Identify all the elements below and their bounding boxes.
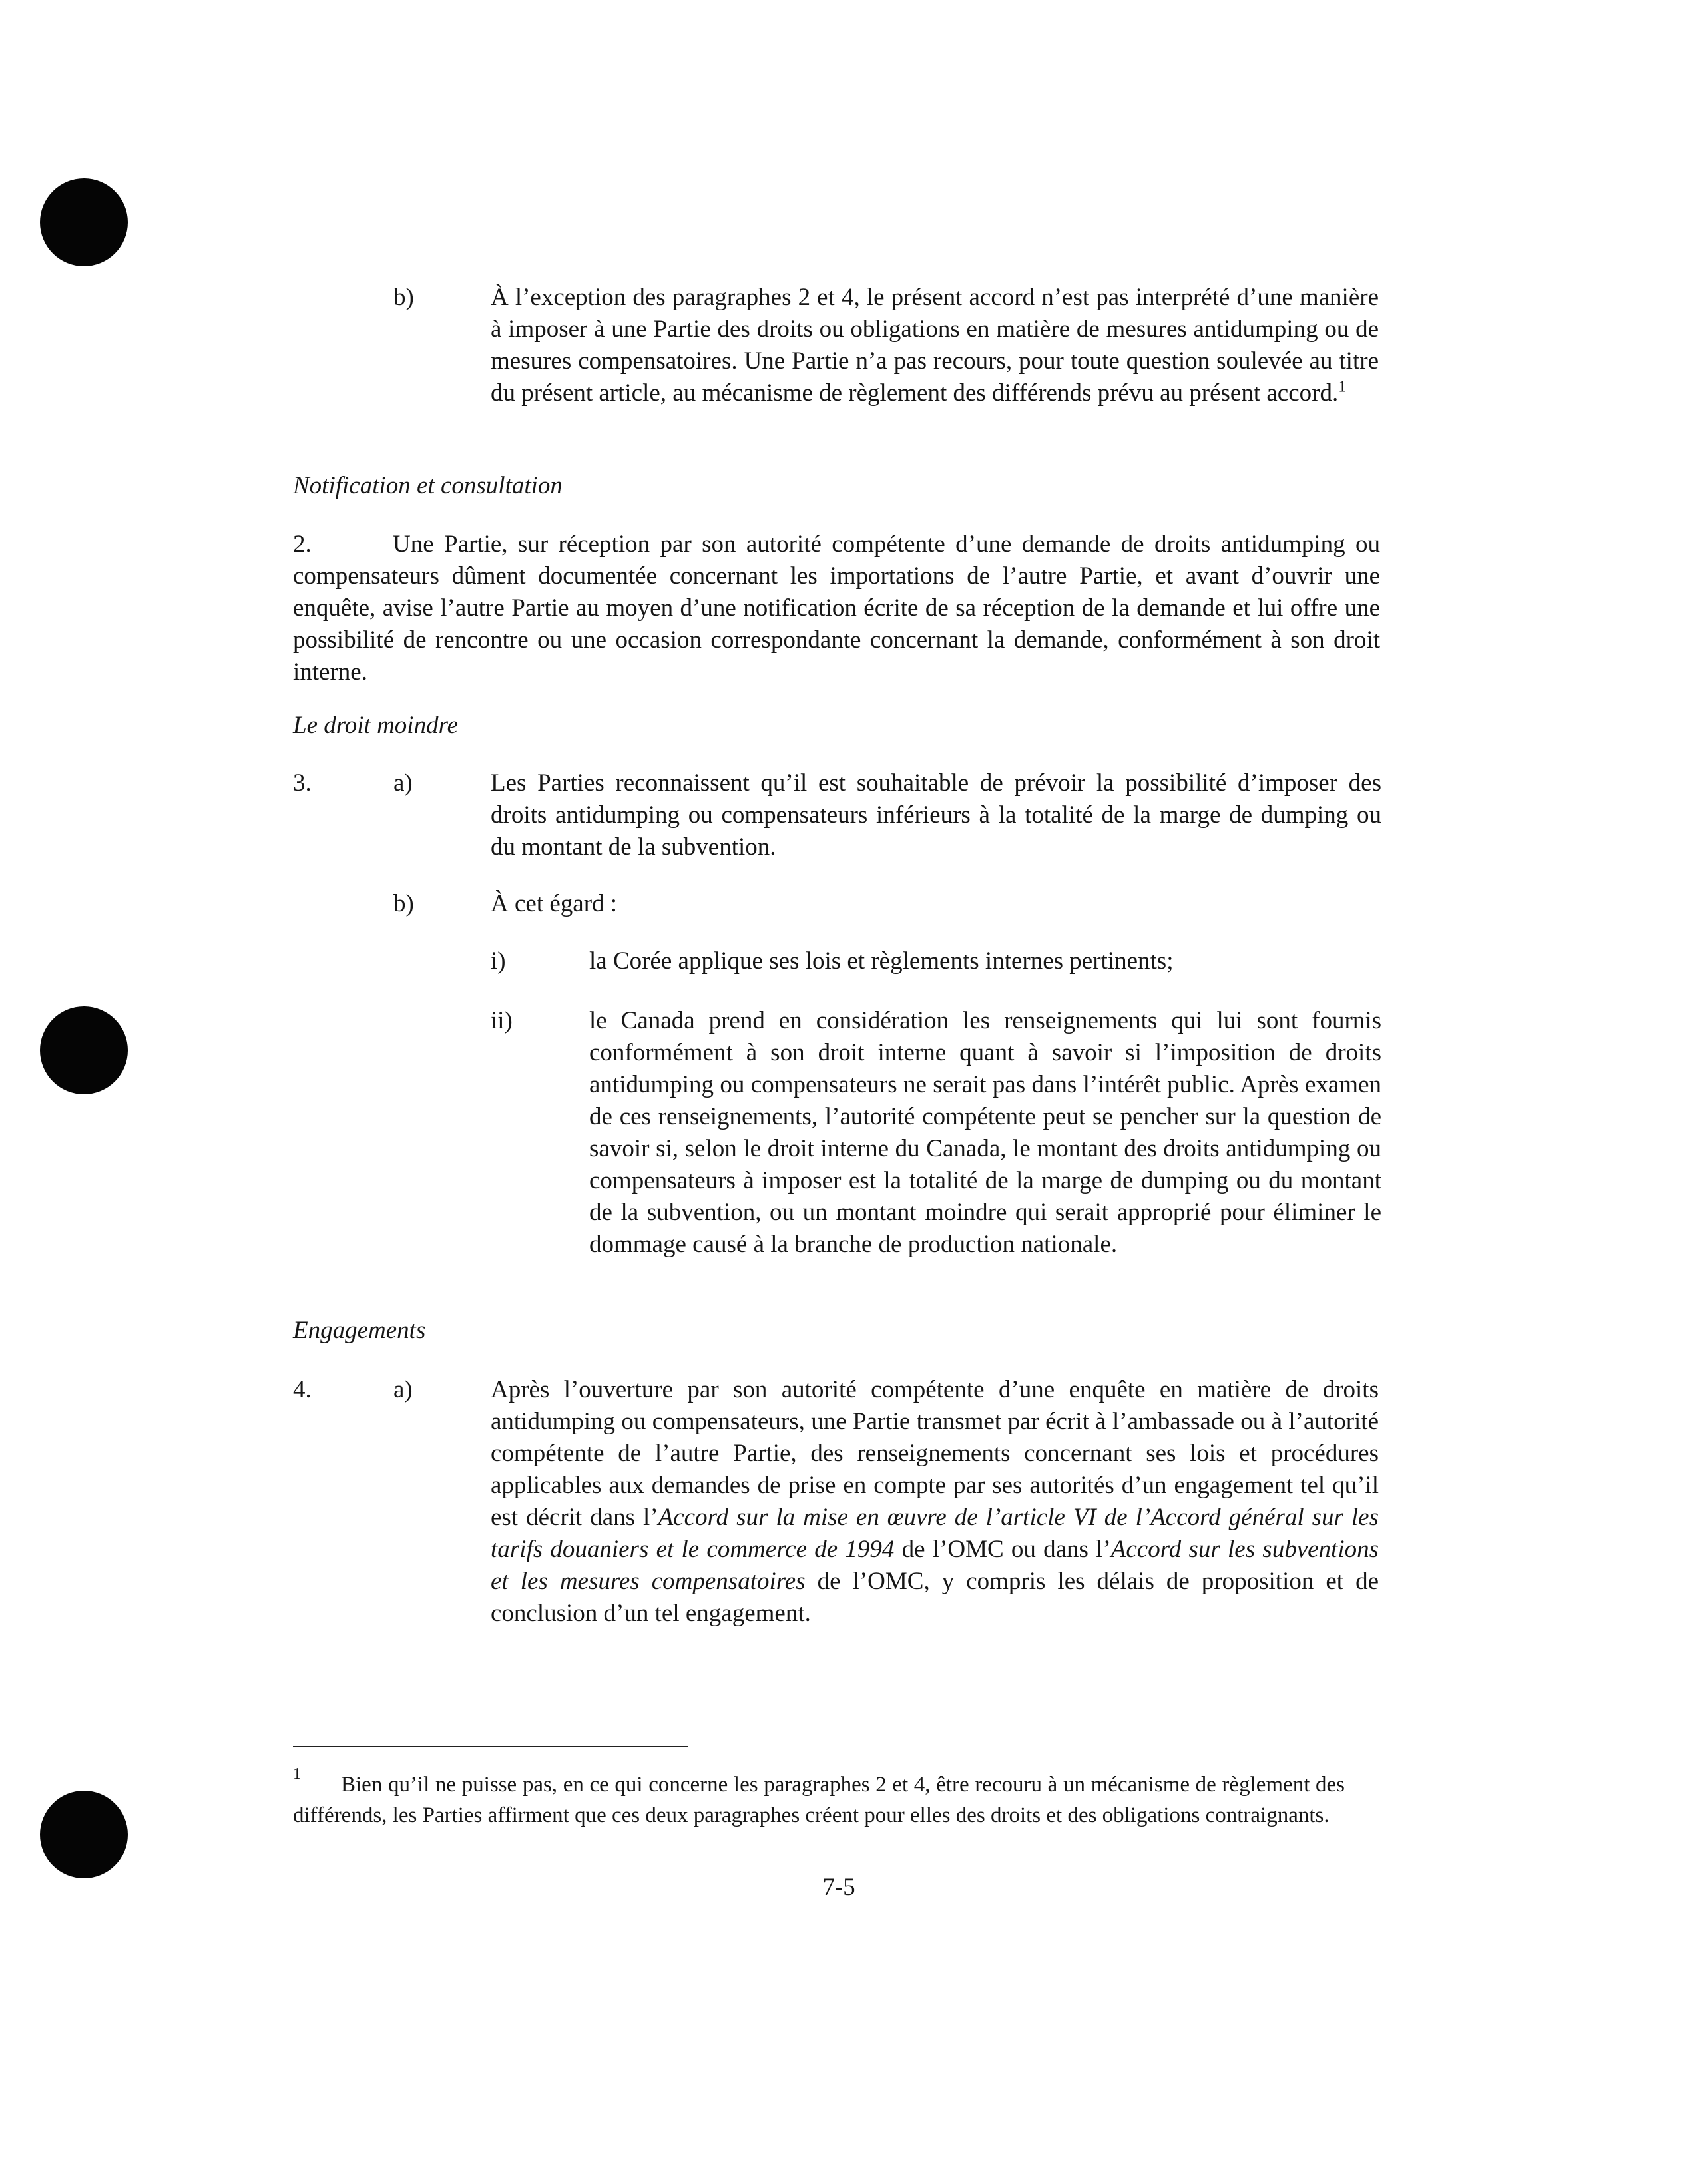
paragraph-1b-text: À l’exception des paragraphes 2 et 4, le présent accord n’est pas interprété d’une manière à imposer à une Partie des droits ou obligations en matière de mesures antidumping ou de mesures compensatoires. Une Partie n’a pas recours, pour toute question soulevée au titre du présent article, au mécanisme de règlement des différends prévu au présent accord.$^1$: [491, 284, 1379, 407]
paragraph-3b-ii-label: ii): [491, 1007, 513, 1034]
footnote-separator: [293, 1746, 688, 1747]
punch-hole-top: [40, 178, 128, 266]
paragraph-3b-text: À cet égard :: [491, 890, 618, 917]
page-number: 7-5: [822, 1874, 855, 1901]
paragraph-2-number: 2.: [293, 531, 312, 558]
paragraph-3a-text: Les Parties reconnaissent qu’il est souhaitable de prévoir la possibilité d’imposer des droits antidumping ou compensateurs inférieurs à la totalité de la marge de dumping ou du montant de la subvention.: [491, 769, 1381, 861]
heading-undertakings: Engagements: [293, 1317, 426, 1344]
footnote-text: Bien qu’il ne puisse pas, en ce qui concerne les paragraphes 2 et 4, être recouru à un mécanisme de règlement des différends, les Parties affirment que ces deux paragraphes créent pour elles des droits et des obligations contraignants.: [293, 1773, 1345, 1827]
paragraph-3-number: 3.: [293, 769, 312, 797]
agreement-antidumping-title: Accord sur la mise en œuvre de l’article VI de l’Accord général sur les tarifs douaniers et le commerce de 1994: [491, 1504, 1379, 1563]
paragraph-1b-label: b): [393, 284, 414, 311]
punch-hole-bottom: [40, 1791, 128, 1878]
paragraph-4a-label: a): [393, 1376, 413, 1403]
paragraph-4-number: 4.: [293, 1376, 312, 1403]
paragraph-3b-i-text: la Corée applique ses lois et règlements internes pertinents;: [589, 947, 1174, 975]
footnote-ref-1[interactable]: 1: [1338, 378, 1347, 396]
paragraph-3b-i-label: i): [491, 947, 506, 975]
punch-hole-middle: [40, 1006, 128, 1094]
agreement-subsidies-title: Accord sur les subventions et les mesures compensatoires: [491, 1536, 1379, 1595]
paragraph-3b-label: b): [393, 890, 414, 917]
paragraph-3a-label: a): [393, 769, 413, 797]
heading-lesser-duty: Le droit moindre: [293, 712, 459, 739]
paragraph-3b-ii-text: le Canada prend en considération les renseignements qui lui sont fournis conformément à son droit interne quant à savoir si l’imposition de droits antidumping ou compensateurs ne serait pas dans l’intérêt public. Après examen de ces renseignements, l’autorité compétente peut se pencher sur la question de savoir si, selon le droit interne du Canada, le montant des droits antidumping ou compensateurs à imposer est la totalité de la marge de dumping ou du montant de la subvention, ou un montant moindre qui serait approprié pour éliminer le dommage causé à la branche de production nationale.: [589, 1007, 1381, 1258]
heading-notification: Notification et consultation: [293, 472, 563, 499]
footnote-number: 1: [293, 1765, 301, 1783]
paragraph-4a-text: Après l’ouverture par son autorité compétente d’une enquête en matière de droits antidumping ou compensateurs, une Partie transmet par écrit à l’ambassade ou à l’autorité compétente de l’autre Partie, des renseignements concernant ses lois et procédures applicables aux demandes de prise en compte par ses autorités d’un engagement tel qu’il est décrit dans l’Accord sur la mise en œuvre de l’article VI de l’Accord général sur les tarifs douaniers et le commerce de 1994 de l’OMC ou dans l’Accord sur les subventions et les mesures compensatoires de l’OMC, y compris les délais de proposition et de conclusion d’un tel engagement.: [491, 1376, 1379, 1627]
paragraph-2: 2. Une Partie, sur réception par son autorité compétente d’une demande de droits antidumping ou compensateurs dûment documentée concernant les importations de l’autre Partie, et avant d’ouvrir une enquête, avise l’autre Partie au moyen d’une notification écrite de sa réception de la demande et lui offre une possibilité de rencontre ou une occasion correspondante concernant la demande, conformément à son droit interne.: [293, 529, 1380, 688]
